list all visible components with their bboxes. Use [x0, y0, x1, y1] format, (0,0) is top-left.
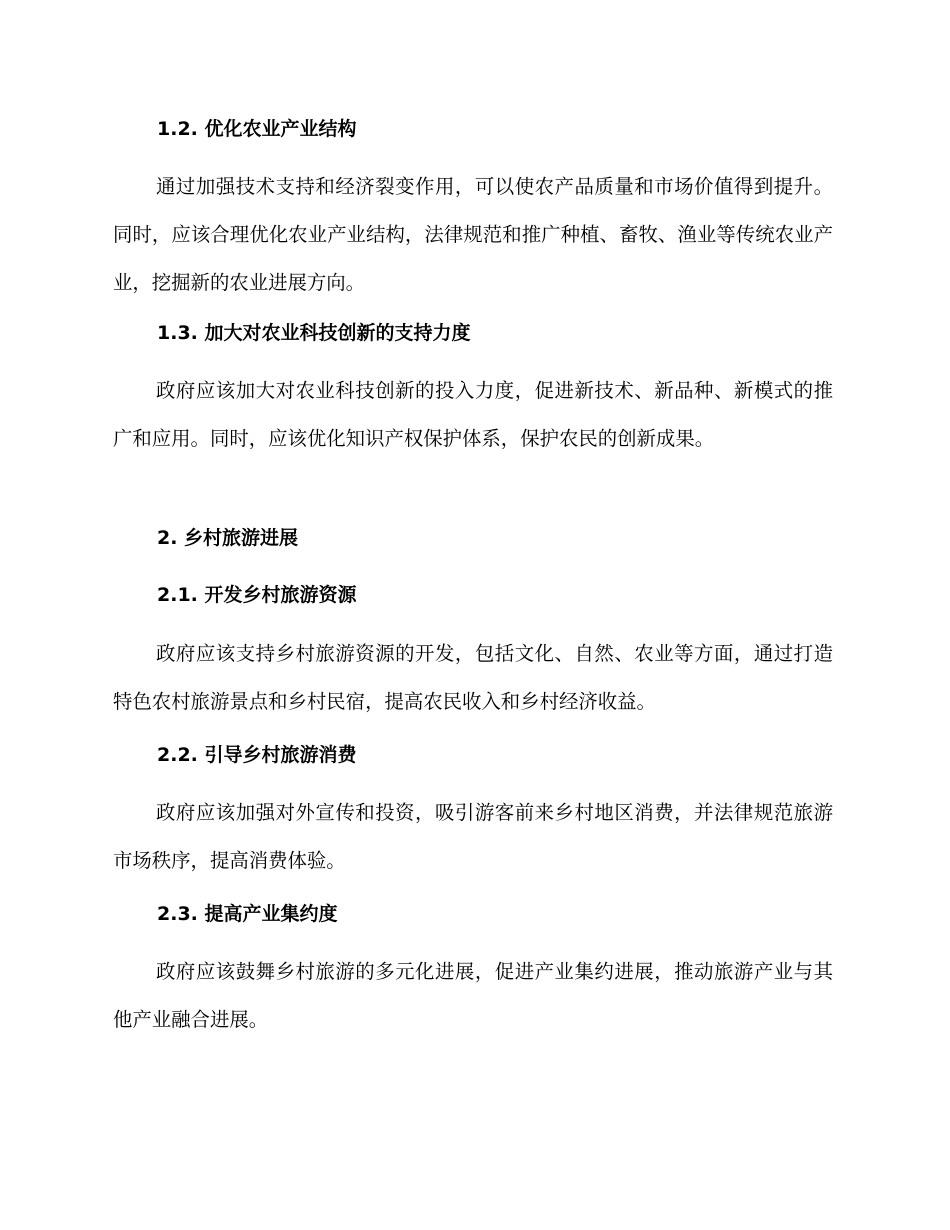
section-heading: 2.2. 引导乡村旅游消费: [157, 744, 357, 766]
section-paragraph: 政府应该支持乡村旅游资源的开发，包括文化、自然、农业等方面，通过打造特色农村旅游景点和乡村民宿，提高农民收入和乡村经济收益。: [113, 642, 833, 713]
section-heading: 1.2. 优化农业产业结构: [157, 118, 357, 140]
section-heading: 2.3. 提高产业集约度: [157, 903, 338, 925]
section-heading: 2.1. 开发乡村旅游资源: [157, 584, 357, 606]
section-paragraph: 政府应该鼓舞乡村旅游的多元化进展，促进产业集约进展，推动旅游产业与其他产业融合进展。: [113, 960, 833, 1031]
section-paragraph: 通过加强技术支持和经济裂变作用，可以使农产品质量和市场价值得到提升。同时，应该合理优化农业产业结构，法律规范和推广种植、畜牧、渔业等传统农业产业，挖掘新的农业进展方向。: [113, 175, 833, 294]
section-paragraph: 政府应该加强对外宣传和投资，吸引游客前来乡村地区消费，并法律规范旅游市场秩序，提高消费体验。: [113, 801, 833, 872]
section-heading: 1.3. 加大对农业科技创新的支持力度: [157, 322, 471, 344]
section-heading: 2. 乡村旅游进展: [157, 527, 299, 549]
section-paragraph: 政府应该加大对农业科技创新的投入力度，促进新技术、新品种、新模式的推广和应用。同时，应该优化知识产权保护体系，保护农民的创新成果。: [113, 379, 833, 450]
